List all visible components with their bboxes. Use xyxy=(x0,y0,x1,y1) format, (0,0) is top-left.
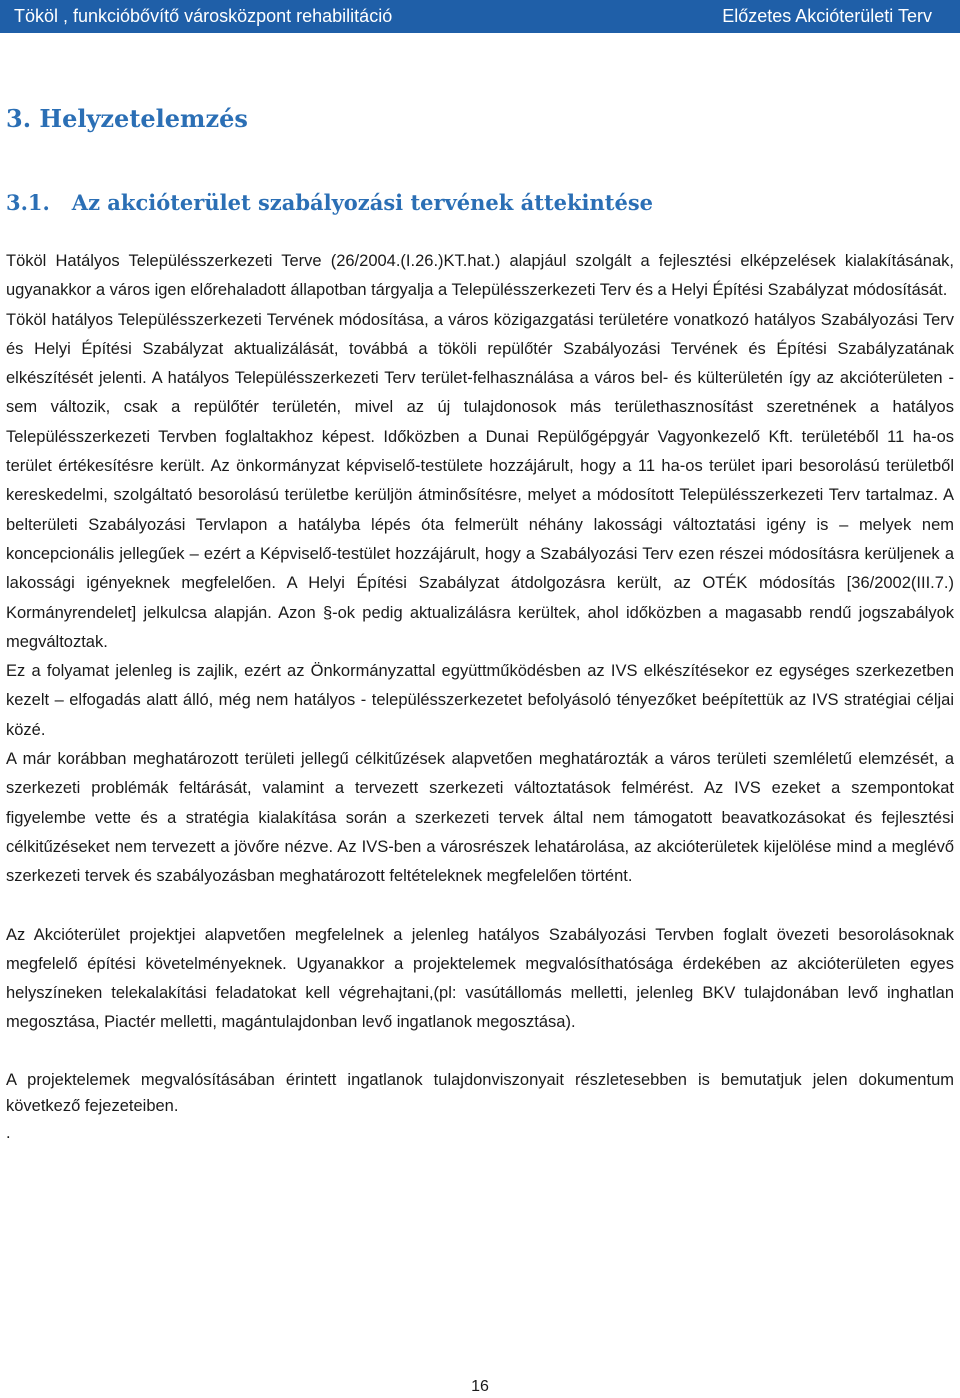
page-header xyxy=(0,0,960,33)
section-heading: 3. Helyzetelemzés xyxy=(6,104,248,133)
paragraph-5: Az Akcióterület projektjei alapvetően megfelelnek a jelenleg hatályos Szabályozási Tervben foglalt övezeti besorolásoknak megfelelő építési követelményeknek. Ugyanakkor a projektelemek megvalósíthatósága érdekében az akcióterületen egyes helyszíneken telekalakítási feladatokat kell végrehajtani,(pl: vasútállomás melletti, jelenleg BKV tulajdonában levő inghatlan megosztása, Piactér melletti, magántulajdonban levő ingatlanok megosztása). xyxy=(6,925,954,1032)
paragraph-6: A projektelemek megvalósításában érintett ingatlanok tulajdonviszonyait részletesebben is bemutatjuk jelen dokumentum következő fejezeteiben. xyxy=(6,1070,954,1115)
document-body xyxy=(6,247,954,1148)
paragraph-4: A már korábban meghatározott területi jellegű célkitűzések alapvetően meghatározták a város területi szemléletű elemzését, a szerkezeti problémák feltárását, valamint a tervezett szerkezeti változtatások felmérést. Az IVS ezeket a szempontokat figyelembe vette és a stratégia kialakítása során a szerkezeti tervek által nem támogatott beavatkozásokat és fejlesztési célkitűzéseket nem tervezett a jövőre nézve. Az IVS-ben a városrészek lehatárolása, az akcióterületek kijelölése mind a meglévő szerkezeti tervek és szabályozásban meghatározott feltételeknek megfelelően történt. xyxy=(6,750,954,886)
paragraph-2: Tököl hatályos Településszerkezeti Tervének módosítása, a város közigazgatási területére vonatkozó hatályos Szabályozási Terv és Helyi Építési Szabályzat aktualizálását, továbbá a tököli repülőtér Szabályozási Tervének és Építési Szabályzatának elkészítését jelenti. A hatályos Településszerkezeti Terv terület-felhasználása a város bel- és külterületén így az akcióterületen - sem változik, csak a repülőtér területén, mivel az új tulajdonosok más területhasznosítást szeretnének a hatályos Településszerkezeti Tervben foglaltakhoz képest. Időközben a Dunai Repülőgépgyár Vagyonkezelő Kft. területéből 11 ha-os terület értékesítésre került. Az önkormányzat képviselő-testülete hozzájárult, hogy a 11 ha-os terület ipari besorolású területből kereskedelmi, szolgáltató besorolású területbe kerüljön átminősítésre, melyet a módosított Településszerkezeti Terv tartalmaz. A belterületi Szabályozási Tervlapon a hatályba lépés óta felmerült néhány lakossági változtatási igény is – melyek nem koncepcionális jellegűek – ezért a Képviselő-testület hozzájárult, hogy a Szabályozási Terv ezen részei módosításra kerüljenek a lakossági igényeknek megfelelően. A Helyi Építési Szabályzat átdolgozásra került, az OTÉK módosítás [36/2002(III.7.) Kormányrendelet] jelkulcsa alapján. Azon §-ok pedig aktualizálásra kerültek, ahol időközben a magasabb rendű jogszabályok megváltoztak. xyxy=(6,310,954,651)
header-document-title: Tököl , funkcióbővítő városközpont rehabilitáció xyxy=(14,6,393,26)
page-number: 16 xyxy=(471,1378,489,1395)
header-plan-title: Előzetes Akcióterületi Terv xyxy=(722,6,932,26)
subsection-heading: 3.1. Az akcióterület szabályozási tervének áttekintése xyxy=(6,190,654,215)
paragraph-gap xyxy=(6,1038,954,1067)
paragraph-7: . xyxy=(6,1123,11,1142)
paragraph-1: Tököl Hatályos Településszerkezeti Terve (26/2004.(I.26.)KT.hat.) alapjául szolgált a fejlesztési elképzelések kialakításának, ugyanakkor a város igen előrehaladott állapotban tárgyalja a Településszerkezeti Terv és a Helyi Építési Szabályzat módosítását. xyxy=(6,252,954,300)
paragraph-gap xyxy=(6,892,954,921)
paragraph-3: Ez a folyamat jelenleg is zajlik, ezért az Önkormányzattal együttműködésben az IVS elkészítésekor ez egységes szerkezetben kezelt – elfogadás alatt álló, még nem hatályos - településszerkezetet befolyásoló tényezőket beépítettük az IVS stratégiai céljai közé. xyxy=(6,662,954,739)
